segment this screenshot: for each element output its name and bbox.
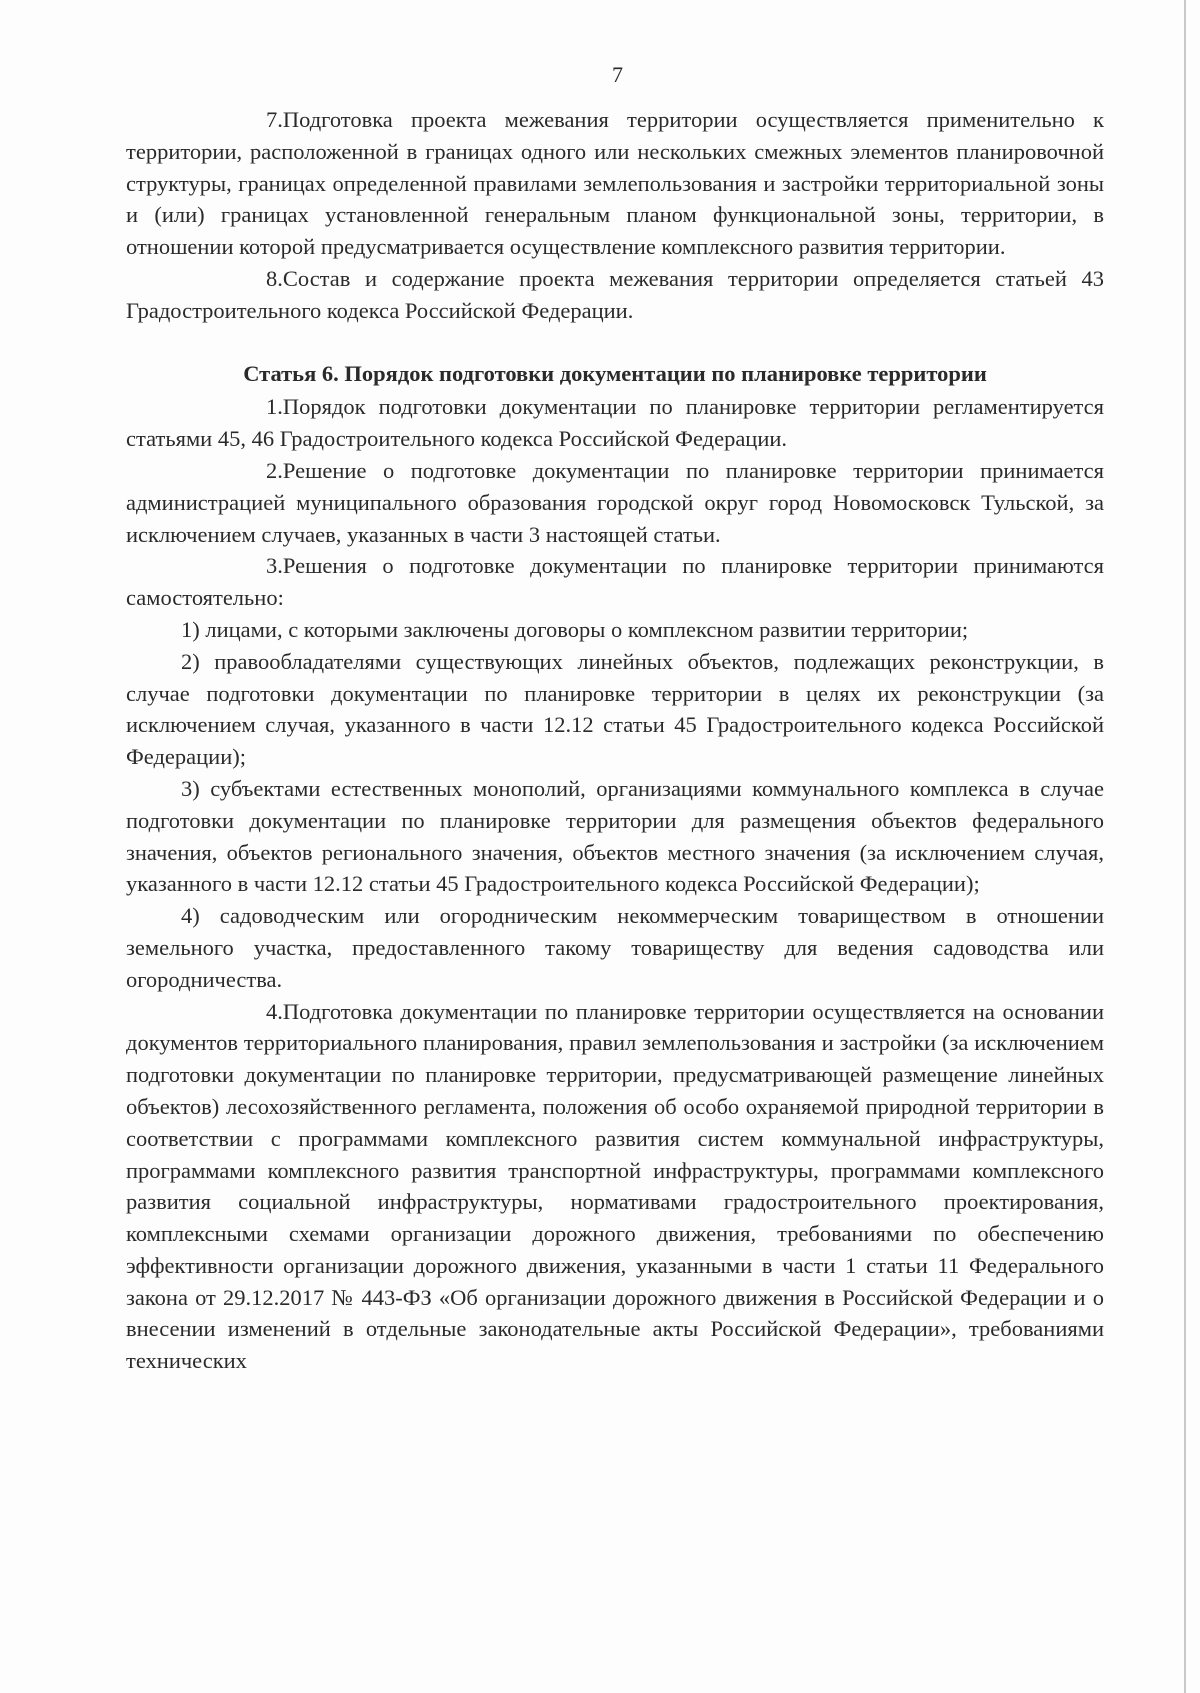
- list-item-1: 1) лицами, с которыми заключены договоры о комплексном развитии территории;: [181, 616, 969, 642]
- article-6-paragraph-2: [126, 455, 1104, 550]
- paragraph-text: Порядок подготовки документации по планировке территории регламентируется статьями 45, 46 Градостроительного кодекса Российской Федерации.: [126, 394, 1104, 452]
- list-item-4: 4) садоводческим или огородническим некоммерческим товариществом в отношении земельного участка, предоставленного такому товариществу для ведения садоводства или огородничества.: [126, 903, 1104, 992]
- article-6-heading: Статья 6. Порядок подготовки документации по планировке территории: [243, 360, 987, 386]
- paragraph-text: Решение о подготовке документации по планировке территории принимается администрацией муниципального образования городской округ город Новомосковск Тульской, за исключением случаев, указанных в части 3 настоящей статьи.: [126, 457, 1104, 547]
- paragraph-text: Решения о подготовке документации по планировке территории принимаются самостоятельно:: [126, 553, 1104, 611]
- paragraph-text: Состав и содержание проекта межевания территории определяется статьей 43 Градостроительного кодекса Российской Федерации.: [126, 265, 1104, 323]
- article-6-paragraph-4: [126, 996, 1104, 1378]
- page-number: 7: [612, 62, 623, 87]
- article-6-paragraph-1: [126, 391, 1104, 455]
- paragraph-number: 7.: [266, 107, 283, 132]
- article-6-paragraph-3: [126, 550, 1104, 614]
- list-item-3: 3) субъектами естественных монополий, организациями коммунального комплекса в случае подготовки документации по планировке территории для размещения объектов федерального значения, объектов регионального значения, объектов местного значения (за исключением случая, указанного в части 12.12 статьи 45 Градостроительного кодекса Российской Федерации);: [126, 775, 1104, 897]
- document-body: [126, 104, 1104, 1377]
- paragraph-text: Подготовка проекта межевания территории осуществляется применительно к территории, расположенной в границах одного или нескольких смежных элементов планировочной структуры, границах определенной правилами землепользования и застройки территориальной зоны и (или) границах установленной генеральным планом функциональной зоны, территории, в отношении которой предусматривается осуществление комплексного развития территории.: [126, 107, 1104, 260]
- list-item-2: 2) правообладателями существующих линейных объектов, подлежащих реконструкции, в случае подготовки документации по планировке территории в целях их реконструкции (за исключением случая, указанного в части 12.12 статьи 45 Градостроительного кодекса Российской Федерации);: [126, 648, 1104, 770]
- paragraph-text: Подготовка документации по планировке территории осуществляется на основании документов территориального планирования, правил землепользования и застройки (за исключением подготовки документации по планировке территории, предусматривающей размещение линейных объектов) лесохозяйственного регламента, положения об особо охраняемой природной территории в соответствии с программами комплексного развития систем коммунальной инфраструктуры, программами комплексного развития транспортной инфраструктуры, программами комплексного развития социальной инфраструктуры, нормативами градостроительного проектирования, комплексными схемами организации дорожного движения, требованиями по обеспечению эффективности организации дорожного движения, указанными в части 1 статьи 11 Федерального закона от 29.12.2017 № 443-ФЗ «Об организации дорожного движения в Российской Федерации и о внесении изменений в отдельные законодательные акты Российской Федерации», требованиями технических: [126, 998, 1104, 1374]
- paragraph-number: 1.: [266, 394, 283, 420]
- paragraph-number: 2.: [266, 457, 283, 483]
- paragraph-7: [126, 104, 1104, 263]
- page-edge-line: [1184, 0, 1186, 1693]
- paragraph-number: 8.: [266, 265, 283, 291]
- paragraph-number: 3.: [266, 553, 283, 579]
- paragraph-number: 4.: [266, 998, 283, 1024]
- paragraph-8: [126, 263, 1104, 327]
